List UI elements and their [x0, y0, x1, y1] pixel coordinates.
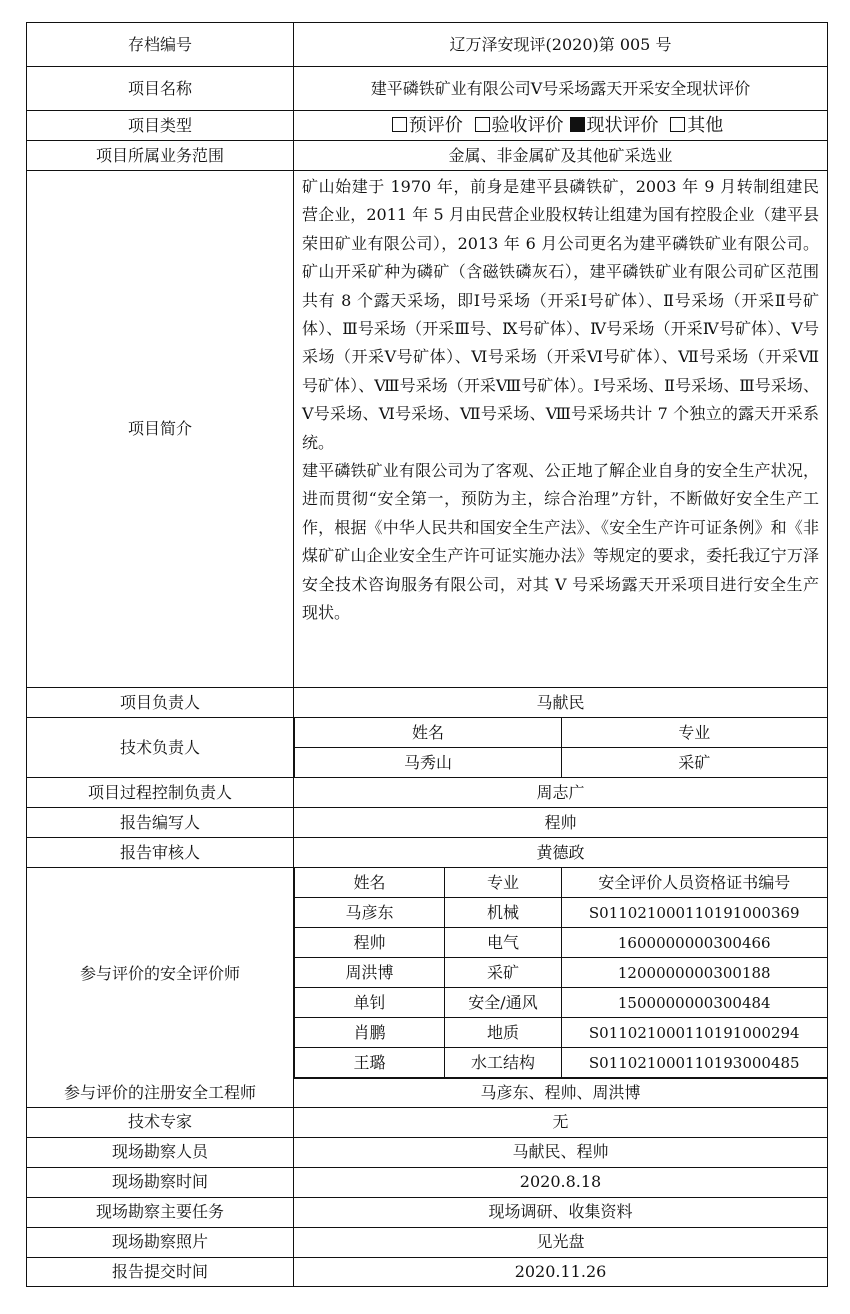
option-pre-evaluation[interactable]: 预评价	[392, 115, 463, 136]
evaluators-cell	[294, 868, 828, 1079]
option-acceptance-evaluation[interactable]: 验收评价	[475, 115, 564, 136]
project-name-label: 项目名称	[27, 67, 294, 111]
intro-label: 项目简介	[27, 171, 294, 688]
site-task-label: 现场勘察主要任务	[27, 1197, 294, 1227]
intro-paragraph-1: 矿山始建于 1970 年，前身是建平县磷铁矿，2003 年 9 月转制组建民营企业，2011 年 5 月由民营企业股权转让组建为国有控股企业（建平县荣田矿业有限公司），2013 年 6 月公司更名为建平磷铁矿业有限公司。矿山开采矿种为磷矿（含磁铁磷灰石），建平磷铁矿业有限公司矿区范围共有 8 个露天采场，即Ⅰ号采场（开采Ⅰ号矿体）、Ⅱ号采场（开采Ⅱ号矿体）、Ⅲ号采场（开采Ⅲ号、Ⅸ号矿体）、Ⅳ号采场（开采Ⅳ号矿体）、Ⅴ号采场（开采Ⅴ号矿体）、Ⅵ号采场（开采Ⅵ号矿体）、Ⅶ号采场（开采Ⅶ号矿体）、Ⅷ号采场（开采Ⅷ号矿体）。Ⅰ号采场、Ⅱ号采场、Ⅲ号采场、Ⅴ号采场、Ⅵ号采场、Ⅶ号采场、Ⅷ号采场共计 7 个独立的露天开采系统。	[302, 177, 819, 452]
process-leader-value: 周志广	[294, 778, 828, 808]
row-business-scope	[27, 141, 828, 171]
evaluator-cert: S011021000110191000294	[562, 1018, 828, 1048]
evaluator-row	[295, 928, 828, 958]
evaluators-table	[294, 868, 828, 1078]
row-evaluators	[27, 868, 828, 1079]
evaluator-cert: 1200000000300188	[562, 958, 828, 988]
evaluators-header-row	[295, 868, 828, 898]
project-type-label: 项目类型	[27, 111, 294, 141]
evaluator-row	[295, 958, 828, 988]
evaluator-name: 程帅	[295, 928, 445, 958]
process-leader-label: 项目过程控制负责人	[27, 778, 294, 808]
evaluators-header-name: 姓名	[295, 868, 445, 898]
tech-leader-label: 技术负责人	[27, 718, 294, 778]
evaluator-major: 水工结构	[445, 1048, 562, 1078]
row-site-photos	[27, 1227, 828, 1257]
evaluator-major: 安全/通风	[445, 988, 562, 1018]
tech-leader-major: 采矿	[562, 748, 828, 778]
reviewer-value: 黄德政	[294, 838, 828, 868]
tech-leader-header-name: 姓名	[295, 718, 562, 748]
evaluators-header-major: 专业	[445, 868, 562, 898]
evaluator-major: 采矿	[445, 958, 562, 988]
site-staff-label: 现场勘察人员	[27, 1137, 294, 1167]
project-info-table	[26, 22, 828, 1287]
evaluator-major: 电气	[445, 928, 562, 958]
project-type-options	[294, 111, 828, 141]
archive-value: 辽万泽安现评(2020)第 005 号	[294, 23, 828, 67]
option-status-evaluation[interactable]: 现状评价	[570, 115, 659, 136]
evaluator-cert: S011021000110193000485	[562, 1048, 828, 1078]
intro-paragraph-2: 建平磷铁矿业有限公司为了客观、公正地了解企业自身的安全生产状况，进而贯彻“安全第一，预防为主，综合治理”方针，不断做好安全生产工作，根据《中华人民共和国安全生产法》、《安全生产许可证条例》和《非煤矿矿山企业安全生产许可证实施办法》等规定的要求，委托我辽宁万泽安全技术咨询服务有限公司，对其 V 号采场露天开采项目进行安全生产现状。	[302, 461, 819, 623]
evaluator-name: 马彦东	[295, 898, 445, 928]
row-reviewer	[27, 838, 828, 868]
row-intro	[27, 171, 828, 688]
tech-leader-table	[294, 718, 828, 777]
checkbox-checked-icon[interactable]	[570, 117, 585, 132]
evaluators-label: 参与评价的安全评价师	[27, 868, 294, 1079]
writer-value: 程帅	[294, 808, 828, 838]
site-task-value: 现场调研、收集资料	[294, 1197, 828, 1227]
tech-leader-header-row	[295, 718, 828, 748]
evaluator-cert: 1600000000300466	[562, 928, 828, 958]
evaluator-row	[295, 1048, 828, 1078]
archive-label: 存档编号	[27, 23, 294, 67]
evaluator-name: 单钊	[295, 988, 445, 1018]
option-other[interactable]: 其他	[670, 115, 723, 136]
evaluator-major: 地质	[445, 1018, 562, 1048]
submit-time-value: 2020.11.26	[294, 1257, 828, 1286]
evaluator-row	[295, 898, 828, 928]
evaluator-name: 王璐	[295, 1048, 445, 1078]
project-name-value: 建平磷铁矿业有限公司V号采场露天开采安全现状评价	[294, 67, 828, 111]
site-photos-label: 现场勘察照片	[27, 1227, 294, 1257]
evaluator-name: 周洪博	[295, 958, 445, 988]
row-site-task	[27, 1197, 828, 1227]
row-registered-engineers	[27, 1079, 828, 1108]
row-project-type	[27, 111, 828, 141]
evaluator-row	[295, 1018, 828, 1048]
writer-label: 报告编写人	[27, 808, 294, 838]
row-submit-time	[27, 1257, 828, 1286]
business-scope-value: 金属、非金属矿及其他矿采选业	[294, 141, 828, 171]
tech-leader-name: 马秀山	[295, 748, 562, 778]
evaluator-cert: 1500000000300484	[562, 988, 828, 1018]
row-tech-leader	[27, 718, 828, 778]
business-scope-label: 项目所属业务范围	[27, 141, 294, 171]
tech-expert-value: 无	[294, 1107, 828, 1137]
checkbox-icon[interactable]	[392, 117, 407, 132]
row-site-time	[27, 1167, 828, 1197]
evaluator-cert: S011021000110191000369	[562, 898, 828, 928]
evaluators-header-cert: 安全评价人员资格证书编号	[562, 868, 828, 898]
row-archive	[27, 23, 828, 67]
row-writer	[27, 808, 828, 838]
site-staff-value: 马献民、程帅	[294, 1137, 828, 1167]
project-leader-value: 马献民	[294, 688, 828, 718]
site-photos-value: 见光盘	[294, 1227, 828, 1257]
row-project-leader	[27, 688, 828, 718]
evaluator-row	[295, 988, 828, 1018]
project-leader-label: 项目负责人	[27, 688, 294, 718]
evaluator-major: 机械	[445, 898, 562, 928]
row-process-leader	[27, 778, 828, 808]
checkbox-icon[interactable]	[475, 117, 490, 132]
tech-leader-header-major: 专业	[562, 718, 828, 748]
tech-leader-row	[295, 748, 828, 778]
reviewer-label: 报告审核人	[27, 838, 294, 868]
intro-text	[294, 171, 828, 688]
row-project-name	[27, 67, 828, 111]
submit-time-label: 报告提交时间	[27, 1257, 294, 1286]
row-site-staff	[27, 1137, 828, 1167]
row-tech-expert	[27, 1107, 828, 1137]
site-time-label: 现场勘察时间	[27, 1167, 294, 1197]
evaluator-name: 肖鹏	[295, 1018, 445, 1048]
tech-expert-label: 技术专家	[27, 1107, 294, 1137]
registered-engineers-value: 马彦东、程帅、周洪博	[294, 1079, 828, 1108]
site-time-value: 2020.8.18	[294, 1167, 828, 1197]
tech-leader-cell	[294, 718, 828, 778]
checkbox-icon[interactable]	[670, 117, 685, 132]
registered-engineers-label: 参与评价的注册安全工程师	[27, 1079, 294, 1108]
